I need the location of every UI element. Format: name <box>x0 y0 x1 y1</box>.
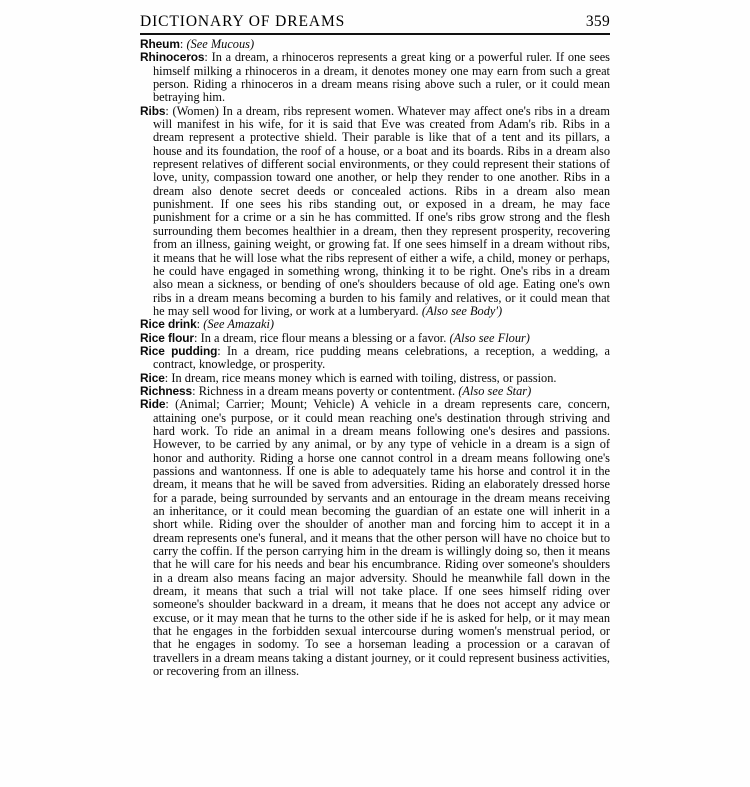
entry-separator: : <box>196 317 204 332</box>
page-number: 359 <box>585 13 610 30</box>
entry-separator: : <box>179 37 187 51</box>
entry-cross-reference: (Also see Star) <box>458 383 532 398</box>
running-head <box>140 13 610 39</box>
entry-headword: Rice drink <box>140 317 197 332</box>
entry-body: Richness in a dream means poverty or contentment. <box>198 383 459 398</box>
entry-cross-reference: (See Mucous) <box>186 37 255 51</box>
entry-headword: Rhinoceros <box>140 50 205 65</box>
dictionary-entry <box>140 385 610 398</box>
dictionary-entry <box>140 398 610 678</box>
entry-separator: : <box>192 383 199 398</box>
entry-separator: : <box>193 330 201 345</box>
entry-headword: Rice pudding <box>140 343 218 358</box>
entry-body: (Animal; Carrier; Mount; Vehicle) A vehicle in a dream represents care, concern, attaining one's purpose, or it could mean reaching one's destination through striving and hard work. To ride an animal in a dream means following one's desires and passions. However, to be carried by any animal, or by any type of vehicle in a dream is a sign of honor and authority. Riding a horse one cannot control in a dream means following one's passions and wantonness. If one is able to adequately tame his horse and control it in the dream, it means that he will be saved from adversities. Riding an elaborately dressed horse for a parade, being surrounded by servants and an entourage in the dream means receiving an inheritance, or it could mean becoming the guardian of an estate one will inherit in a short while. Riding over the shoulder of another man and forcing him to accept it in a dream represents one's funeral, and it means that the other person will have no choice but to carry the coffin. If the person carrying him in the dream is willingly doing so, then it means that he will care for his needs and bear his encumbrance. Riding over someone's shoulders in a dream also means facing an major adversity. Should he meanwhile fall down in the dream, it means that such a trial will not take place. If one sees himself riding over someone's shoulder backward in a dream, it means that he does not accept any advice or excuse, or it may mean that he turns to the other side if he is asked for help, or it may mean that he engages in the forbidden sexual intercourse during women's menstrual period, or that he engages in sodomy. To see a horseman leading a procession or a caravan of travellers in a dream means taking a distant journey, or it could represent business activities, or recovering from an illness. <box>153 397 610 679</box>
entry-headword: Rice <box>140 370 165 385</box>
dictionary-entry <box>140 51 610 104</box>
header-rule <box>140 33 610 35</box>
entry-separator: : <box>204 50 212 65</box>
entry-cross-reference: (Also see Body') <box>421 303 503 318</box>
entry-headword: Richness <box>140 383 193 398</box>
entry-separator: : <box>217 343 228 358</box>
entry-body: In a dream, a rhinoceros represents a great king or a powerful ruler. If one sees himself milking a rhinoceros in a dream, it denotes money one may earn from such a great person. Riding a rhinoceros in a dream means rising above such a ruler, or it could mean betraying him. <box>153 50 610 105</box>
entry-separator: : <box>165 103 173 118</box>
entry-column <box>140 38 610 679</box>
entry-headword: Rice flour <box>140 330 194 345</box>
dictionary-entry <box>140 38 610 51</box>
dictionary-entry <box>140 332 610 345</box>
entry-cross-reference: (Also see Flour) <box>449 330 530 345</box>
entry-cross-reference: (See Amazaki) <box>203 317 275 332</box>
entry-separator: : <box>164 370 172 385</box>
entry-headword: Ride <box>140 397 166 412</box>
entry-body: (Women) In a dream, ribs represent women. Whatever may affect one's ribs in a dream will manifest in his wife, for it is said that Eve was created from Adam's rib. Ribs in a dream represent a protective shield. Their parable is like that of a tent and its pillars, a house and its foundation, the roof of a house, or a boat and its boards. Ribs in a dream also represent relatives of different social environments, or they could represent their stations of love, unity, compassion toward one another, or help they render to one another. Ribs in a dream also denote secret deeds or concealed actions. Ribs in a dream also mean punishment. If one sees his ribs standing out, or exposed in a dream, he may face punishment for a crime or a sin he has committed. If one's ribs grow strong and the flesh surrounding them becomes healthier in a dream, then they represent prosperity, recovering from an illness, gaining weight, or growing fat. If one sees himself in a dream without ribs, it means that he will lose what the ribs represent of either a wife, a child, money or perhaps, he could have engaged in something wrong, thinking it to be right. One's ribs in a dream also mean a sickness, or bending of one's shoulders because of old age. Eating one's own ribs in a dream means becoming a burden to his family and relatives, or it could mean that he may sell wood for living, or work at a lumberyard. <box>153 103 610 318</box>
running-head-title: DICTIONARY OF DREAMS <box>140 13 346 30</box>
dictionary-entry <box>140 372 610 385</box>
dictionary-entry <box>140 318 610 331</box>
entry-headword: Rheum <box>140 37 180 51</box>
entry-body: In a dream, rice flour means a blessing or a favor. <box>200 330 450 345</box>
entry-body: In a dream, rice pudding means celebrations, a reception, a wedding, a contract, knowledge, or prosperity. <box>153 343 610 372</box>
entry-body: In dream, rice means money which is earned with toiling, distress, or passion. <box>171 370 557 385</box>
entry-headword: Ribs <box>140 103 166 118</box>
dictionary-entry <box>140 105 610 319</box>
dictionary-entry <box>140 345 610 372</box>
entry-separator: : <box>165 397 176 412</box>
